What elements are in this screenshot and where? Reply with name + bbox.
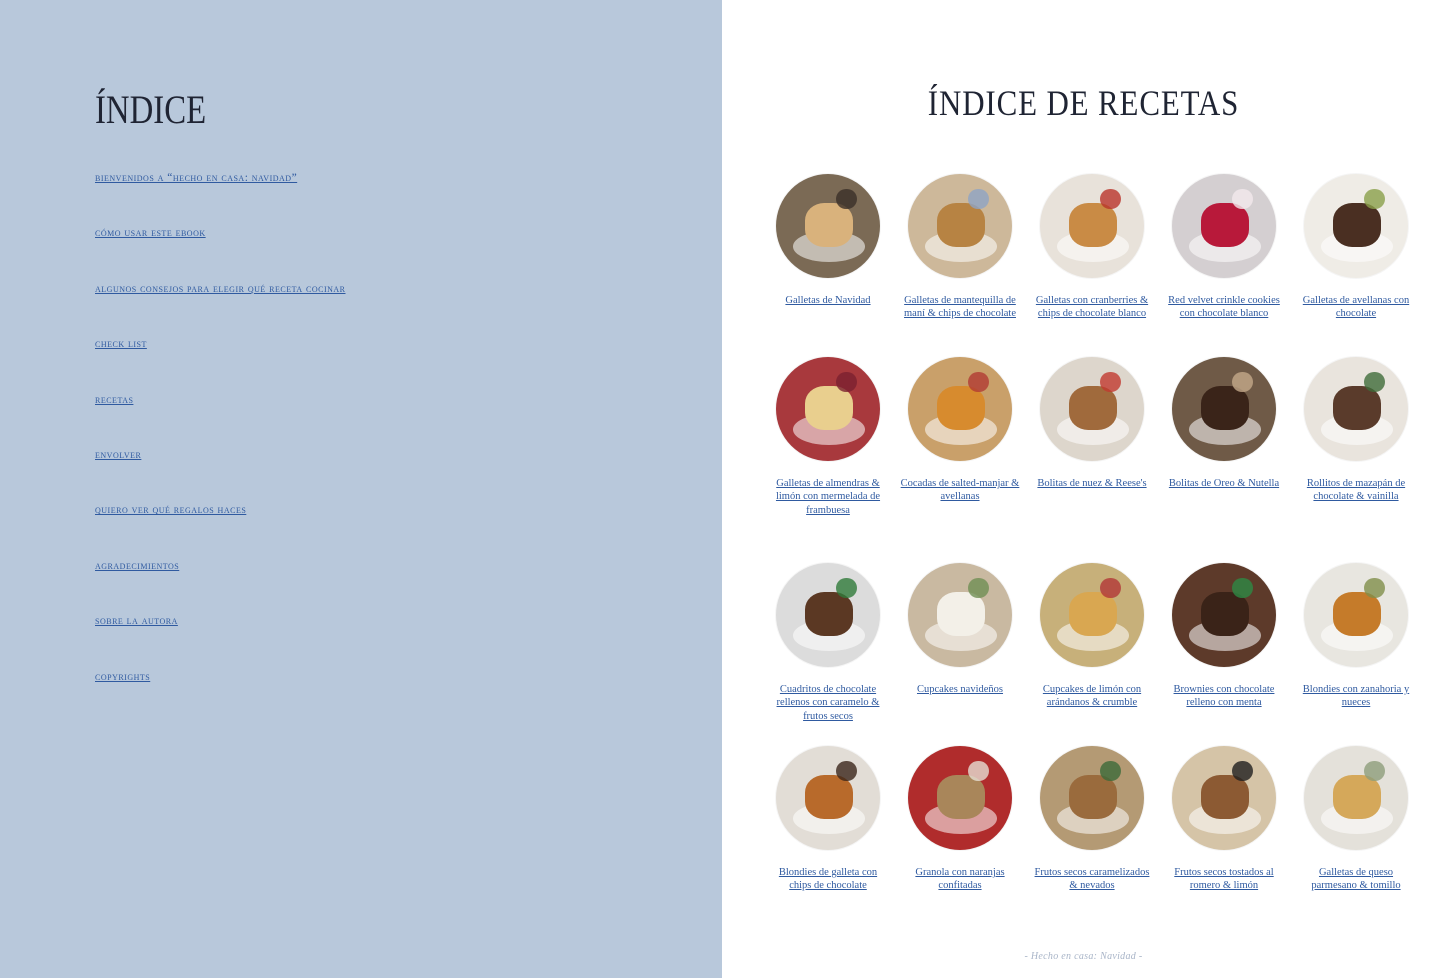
recipe-item[interactable] <box>767 746 889 929</box>
toc-link-envolver[interactable]: envolver <box>95 448 142 461</box>
recipe-photo[interactable] <box>1172 746 1276 850</box>
recipe-index-title: ÍNDICE DE RECETAS <box>927 83 1240 123</box>
photo-food-shape <box>805 592 853 636</box>
recipe-item[interactable] <box>899 746 1021 929</box>
photo-accent-shape <box>1364 578 1385 599</box>
recipe-link[interactable]: Rollitos de mazapán de chocolate & vainilla <box>1306 478 1406 503</box>
toc-link-como-usar[interactable]: cómo usar este ebook <box>95 227 206 240</box>
recipe-item[interactable] <box>1031 174 1153 357</box>
recipe-link[interactable]: Bolitas de nuez & Reese's <box>1037 478 1147 489</box>
photo-food-shape <box>937 592 985 636</box>
recipe-photo[interactable] <box>908 357 1012 461</box>
recipe-photo[interactable] <box>1172 563 1276 667</box>
toc-link-regalos[interactable]: quiero ver qué regalos haces <box>95 504 247 517</box>
recipe-link[interactable]: Brownies con chocolate relleno con menta <box>1173 684 1275 709</box>
recipe-item[interactable] <box>1163 357 1285 563</box>
recipe-link[interactable]: Red velvet crinkle cookies con chocolate blanco <box>1168 295 1280 320</box>
toc-item <box>95 500 346 555</box>
recipe-link[interactable]: Galletas de mantequilla de maní & chips de chocolate <box>904 295 1016 320</box>
photo-food-shape <box>1069 386 1117 430</box>
recipe-item[interactable] <box>1163 563 1285 746</box>
recipe-item[interactable] <box>1295 746 1417 929</box>
toc-item <box>95 556 346 611</box>
toc-list <box>95 168 346 722</box>
recipe-photo[interactable] <box>776 357 880 461</box>
recipe-photo[interactable] <box>1040 357 1144 461</box>
photo-accent-shape <box>1364 372 1385 393</box>
table-of-contents-page <box>0 0 722 978</box>
recipe-link[interactable]: Cocadas de salted-manjar & avellanas <box>900 478 1020 503</box>
toc-link-consejos[interactable]: algunos consejos para elegir qué receta cocinar <box>95 282 346 295</box>
recipe-link[interactable]: Bolitas de Oreo & Nutella <box>1168 478 1280 489</box>
photo-food-shape <box>1201 775 1249 819</box>
photo-accent-shape <box>968 578 989 599</box>
recipe-row <box>767 746 1417 929</box>
photo-food-shape <box>937 386 985 430</box>
photo-food-shape <box>805 386 853 430</box>
toc-item <box>95 279 346 334</box>
photo-accent-shape <box>1100 761 1121 782</box>
recipe-photo[interactable] <box>776 563 880 667</box>
recipe-photo[interactable] <box>776 746 880 850</box>
photo-food-shape <box>1069 203 1117 247</box>
recipe-item[interactable] <box>1295 563 1417 746</box>
toc-link-check-list[interactable]: check list <box>95 338 147 351</box>
recipe-item[interactable] <box>767 357 889 563</box>
toc-link-sobre-la-autora[interactable]: sobre la autora <box>95 615 178 628</box>
recipe-photo[interactable] <box>1304 563 1408 667</box>
toc-item <box>95 667 346 722</box>
recipe-item[interactable] <box>767 563 889 746</box>
recipe-photo[interactable] <box>1040 174 1144 278</box>
recipe-link[interactable]: Galletas de avellanas con chocolate <box>1302 295 1410 320</box>
photo-accent-shape <box>836 761 857 782</box>
toc-item <box>95 334 346 389</box>
toc-link-bienvenidos[interactable]: bienvenidos a “hecho en casa: navidad” <box>95 172 298 184</box>
recipe-link[interactable]: Frutos secos caramelizados & nevados <box>1034 867 1150 892</box>
photo-food-shape <box>937 775 985 819</box>
recipe-index-page <box>722 0 1445 978</box>
page-footer: - Hecho en casa: Navidad - <box>1024 951 1143 962</box>
photo-food-shape <box>1201 203 1249 247</box>
recipe-link[interactable]: Galletas de queso parmesano & tomillo <box>1311 867 1401 892</box>
recipe-link[interactable]: Galletas de almendras & limón con mermelada de frambuesa <box>775 478 881 516</box>
toc-title: ÍNDICE <box>95 87 207 132</box>
recipe-link[interactable]: Blondies de galleta con chips de chocolate <box>778 867 878 892</box>
recipe-row <box>767 357 1417 563</box>
recipe-item[interactable] <box>1031 563 1153 746</box>
photo-accent-shape <box>1232 578 1253 599</box>
recipe-item[interactable] <box>1295 174 1417 357</box>
photo-food-shape <box>937 203 985 247</box>
recipe-photo[interactable] <box>1172 174 1276 278</box>
recipe-item[interactable] <box>899 563 1021 746</box>
recipe-photo[interactable] <box>908 174 1012 278</box>
recipe-photo[interactable] <box>1304 746 1408 850</box>
recipe-item[interactable] <box>1031 746 1153 929</box>
recipe-photo[interactable] <box>1040 563 1144 667</box>
photo-food-shape <box>1069 592 1117 636</box>
photo-accent-shape <box>836 372 857 393</box>
recipe-link[interactable]: Cuadritos de chocolate rellenos con caramelo & frutos secos <box>776 684 880 722</box>
photo-food-shape <box>1201 592 1249 636</box>
photo-food-shape <box>1333 203 1381 247</box>
toc-item <box>95 611 346 666</box>
recipe-item[interactable] <box>1163 746 1285 929</box>
toc-link-agradecimientos[interactable]: agradecimientos <box>95 559 180 572</box>
recipe-photo[interactable] <box>908 746 1012 850</box>
photo-food-shape <box>805 203 853 247</box>
recipe-photo[interactable] <box>1040 746 1144 850</box>
photo-accent-shape <box>1364 761 1385 782</box>
recipe-link[interactable]: Granola con naranjas confitadas <box>915 867 1005 892</box>
toc-link-recetas[interactable]: recetas <box>95 393 134 406</box>
recipe-item[interactable] <box>899 357 1021 563</box>
photo-food-shape <box>1333 775 1381 819</box>
toc-link-copyrights[interactable]: copyrights <box>95 670 151 683</box>
photo-accent-shape <box>1364 189 1385 210</box>
recipe-link[interactable]: Cupcakes de limón con arándanos & crumble <box>1042 684 1142 709</box>
recipe-photo[interactable] <box>1304 357 1408 461</box>
photo-accent-shape <box>1232 189 1253 210</box>
toc-item <box>95 168 346 223</box>
recipe-item[interactable] <box>1163 174 1285 357</box>
recipe-link[interactable]: Blondies con zanahoria y nueces <box>1302 684 1410 709</box>
recipe-link[interactable]: Frutos secos tostados al romero & limón <box>1174 867 1274 892</box>
recipe-row <box>767 174 1417 357</box>
photo-accent-shape <box>836 578 857 599</box>
photo-accent-shape <box>1100 372 1121 393</box>
recipe-link[interactable]: Cupcakes navideños <box>916 684 1004 695</box>
photo-accent-shape <box>968 761 989 782</box>
recipe-photo[interactable] <box>776 174 880 278</box>
recipe-item[interactable] <box>1031 357 1153 563</box>
recipe-photo[interactable] <box>1172 357 1276 461</box>
toc-item <box>95 390 346 445</box>
photo-food-shape <box>1333 592 1381 636</box>
photo-accent-shape <box>968 189 989 210</box>
toc-item <box>95 223 346 278</box>
photo-accent-shape <box>836 189 857 210</box>
photo-food-shape <box>1069 775 1117 819</box>
recipe-item[interactable] <box>767 174 889 357</box>
recipe-photo[interactable] <box>1304 174 1408 278</box>
photo-food-shape <box>1333 386 1381 430</box>
photo-food-shape <box>1201 386 1249 430</box>
photo-accent-shape <box>1100 578 1121 599</box>
photo-accent-shape <box>968 372 989 393</box>
photo-food-shape <box>805 775 853 819</box>
recipe-item[interactable] <box>1295 357 1417 563</box>
recipe-photo[interactable] <box>908 563 1012 667</box>
recipe-item[interactable] <box>899 174 1021 357</box>
photo-accent-shape <box>1100 189 1121 210</box>
recipe-row <box>767 563 1417 746</box>
recipe-link[interactable]: Galletas de Navidad <box>785 295 871 306</box>
photo-accent-shape <box>1232 372 1253 393</box>
recipe-grid <box>767 174 1417 929</box>
recipe-link[interactable]: Galletas con cranberries & chips de chocolate blanco <box>1035 295 1149 320</box>
toc-item <box>95 445 346 500</box>
photo-accent-shape <box>1232 761 1253 782</box>
